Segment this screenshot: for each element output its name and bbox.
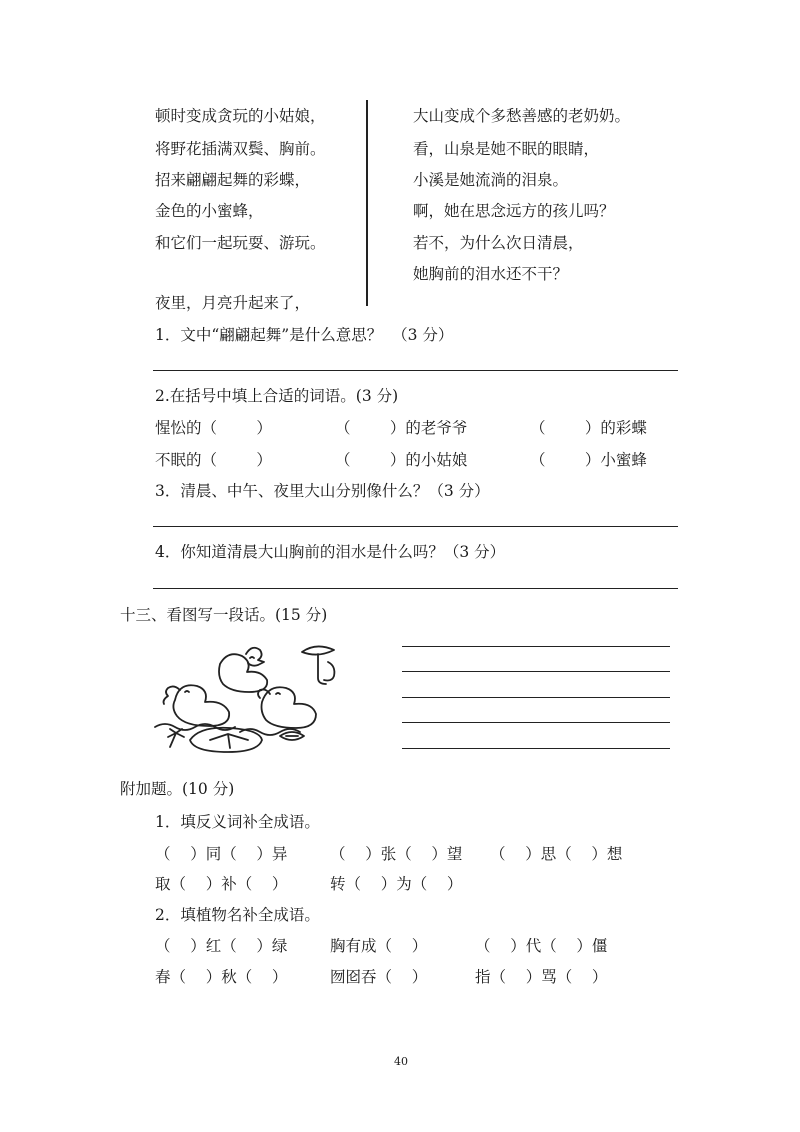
poem-right-line: 她胸前的泪水还不干？ — [413, 265, 569, 283]
fill-blank-item[interactable]: （ ）的彩蝶 — [530, 419, 647, 437]
writing-line[interactable] — [402, 646, 670, 647]
bonus-question-2: 2．填植物名补全成语。 — [155, 906, 320, 924]
fill-blank-item[interactable]: （ ）的小姑娘 — [335, 451, 468, 469]
idiom-blank[interactable]: 囫囵吞（ ） — [330, 968, 428, 986]
fill-blank-item[interactable]: 惺忪的（ ） — [155, 419, 272, 437]
idiom-blank[interactable]: （ ）张（ ）望 — [330, 845, 463, 863]
poem-left-line: 将野花插满双鬓、胸前。 — [155, 140, 326, 158]
fill-blank-item[interactable]: （ ）的老爷爷 — [335, 419, 468, 437]
writing-line[interactable] — [402, 697, 670, 698]
poem-right-line: 小溪是她流淌的泪泉。 — [413, 171, 569, 189]
idiom-blank[interactable]: 取（ ）补（ ） — [155, 875, 288, 893]
idiom-blank[interactable]: 指（ ）骂（ ） — [475, 968, 608, 986]
poem-left-line: 和它们一起玩耍、游玩。 — [155, 234, 326, 252]
bonus-question-1: 1．填反义词补全成语。 — [155, 813, 320, 831]
poem-right-line: 啊，她在思念远方的孩儿吗？ — [413, 202, 615, 220]
idiom-blank[interactable]: （ ）红（ ）绿 — [155, 937, 288, 955]
poem-right-line: 大山变成个多愁善感的老奶奶。 — [413, 107, 631, 125]
bonus-title: 附加题。(10 分) — [120, 780, 235, 798]
idiom-blank[interactable]: （ ）同（ ）异 — [155, 845, 288, 863]
poem-column-divider — [366, 100, 368, 306]
poem-left-line: 招来翩翩起舞的彩蝶， — [155, 171, 311, 189]
question-2-title: 2.在括号中填上合适的词语。(3 分) — [155, 387, 399, 405]
question-3: 3．清晨、中午、夜里大山分别像什么？（3 分） — [155, 482, 490, 500]
answer-line-q4[interactable] — [153, 588, 678, 589]
question-4: 4．你知道清晨大山胸前的泪水是什么吗？（3 分） — [155, 543, 506, 561]
poem-left-line: 金色的小蜜蜂， — [155, 202, 264, 220]
poem-left-line: 夜里，月亮升起来了， — [155, 294, 311, 312]
writing-line[interactable] — [402, 748, 670, 749]
answer-line-q3[interactable] — [153, 526, 678, 527]
idiom-blank[interactable]: 胸有成（ ） — [330, 937, 428, 955]
idiom-blank[interactable]: 春（ ）秋（ ） — [155, 968, 288, 986]
poem-right-line: 看，山泉是她不眠的眼睛， — [413, 140, 600, 158]
fill-blank-item[interactable]: 不眠的（ ） — [155, 451, 272, 469]
poem-left-line: 顿时变成贪玩的小姑娘， — [155, 107, 326, 125]
idiom-blank[interactable]: （ ）代（ ）僵 — [475, 937, 608, 955]
poem-right-line: 若不，为什么次日清晨， — [413, 234, 584, 252]
answer-line-q1[interactable] — [153, 370, 678, 371]
section-13-title: 十三、看图写一段话。(15 分) — [120, 606, 328, 624]
page-number: 40 — [394, 1055, 408, 1068]
question-1: 1．文中“翩翩起舞”是什么意思？ （3 分） — [155, 326, 454, 344]
writing-line[interactable] — [402, 671, 670, 672]
writing-line[interactable] — [402, 722, 670, 723]
fill-blank-item[interactable]: （ ）小蜜蜂 — [530, 451, 647, 469]
idiom-blank[interactable]: （ ）思（ ）想 — [490, 845, 623, 863]
idiom-blank[interactable]: 转（ ）为（ ） — [330, 875, 463, 893]
ducks-pond-illustration — [150, 632, 380, 757]
